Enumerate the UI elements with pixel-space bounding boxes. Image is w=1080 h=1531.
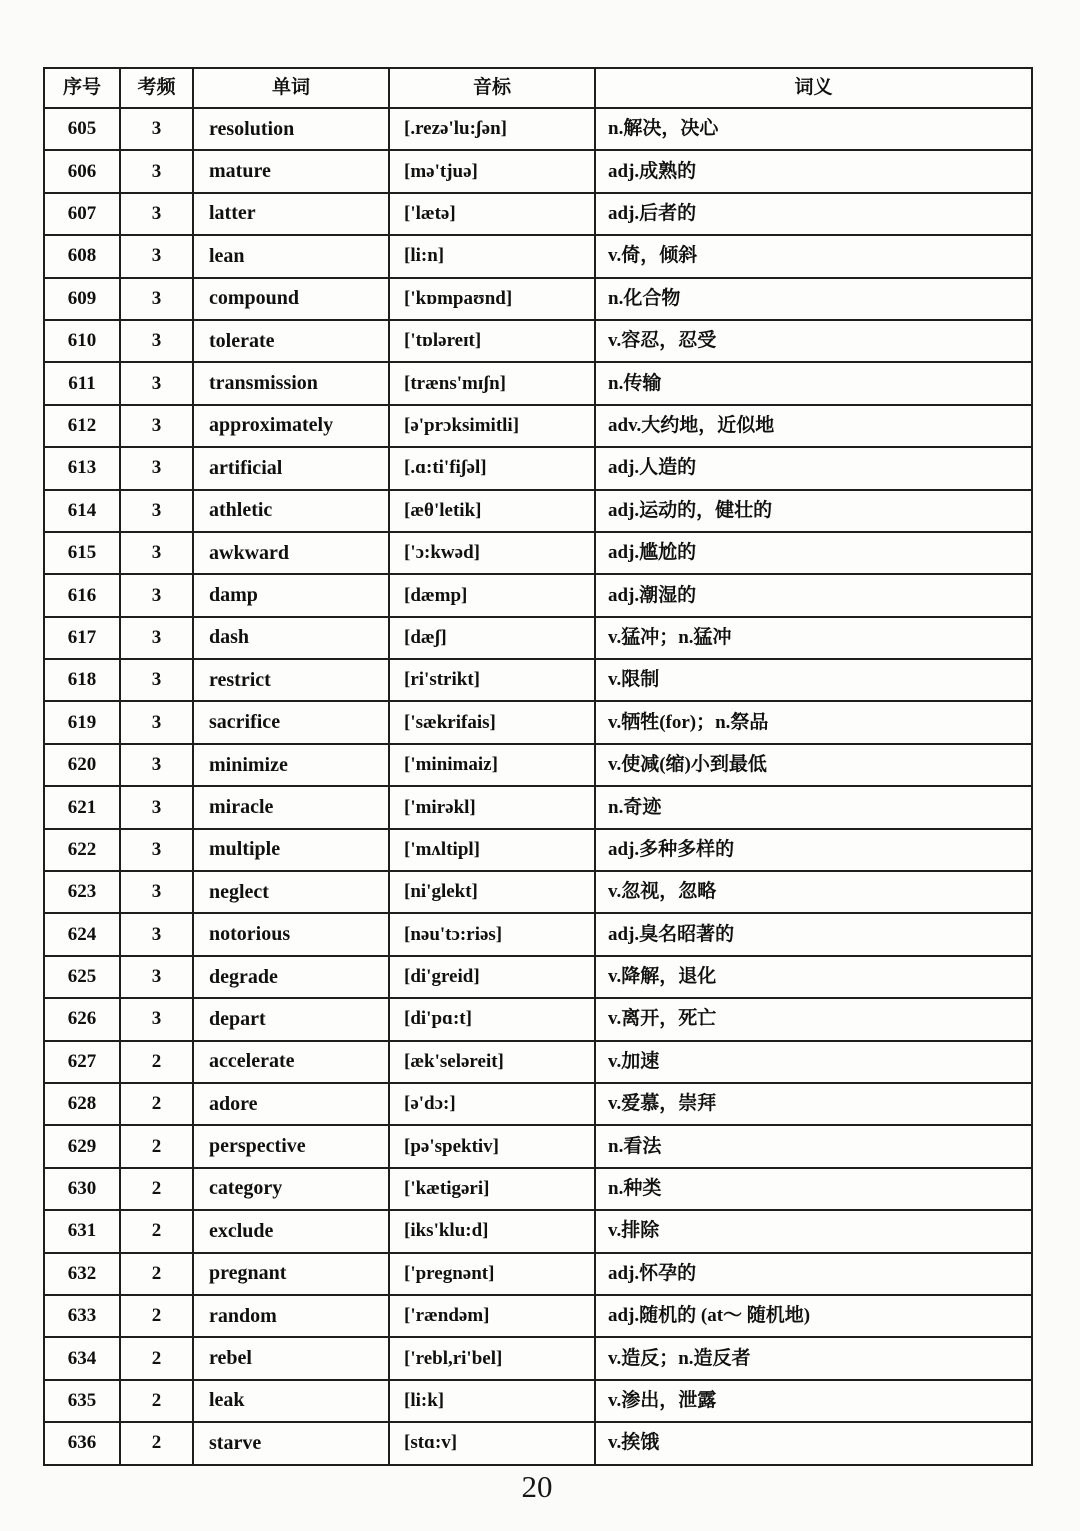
- cell-word: rebel: [193, 1337, 389, 1379]
- cell-phonetic: [æθ'letik]: [389, 490, 595, 532]
- page-number: 20: [521, 1468, 553, 1504]
- cell-word: random: [193, 1295, 389, 1337]
- cell-phonetic: [ə'prɔksimitli]: [389, 405, 595, 447]
- table-row: [44, 913, 1032, 955]
- cell-meaning: adj.尴尬的: [595, 532, 1032, 574]
- cell-phonetic: [li:n]: [389, 235, 595, 277]
- cell-word: adore: [193, 1083, 389, 1125]
- cell-meaning: v.加速: [595, 1041, 1032, 1083]
- cell-index: 630: [44, 1168, 120, 1210]
- vocabulary-table: [43, 67, 1033, 1466]
- table-row: [44, 701, 1032, 743]
- cell-frequency: 3: [120, 108, 193, 150]
- cell-index: 627: [44, 1041, 120, 1083]
- cell-frequency: 3: [120, 405, 193, 447]
- cell-meaning: adj.运动的，健壮的: [595, 490, 1032, 532]
- table-row: [44, 786, 1032, 828]
- cell-frequency: 2: [120, 1083, 193, 1125]
- cell-index: 617: [44, 617, 120, 659]
- table-row: [44, 1337, 1032, 1379]
- cell-word: multiple: [193, 829, 389, 871]
- cell-meaning: v.降解，退化: [595, 956, 1032, 998]
- cell-index: 625: [44, 956, 120, 998]
- cell-frequency: 3: [120, 532, 193, 574]
- cell-index: 621: [44, 786, 120, 828]
- cell-meaning: adj.臭名昭著的: [595, 913, 1032, 955]
- cell-word: tolerate: [193, 320, 389, 362]
- cell-frequency: 3: [120, 574, 193, 616]
- cell-index: 614: [44, 490, 120, 532]
- table-row: [44, 956, 1032, 998]
- table-row: [44, 405, 1032, 447]
- cell-word: pregnant: [193, 1253, 389, 1295]
- cell-index: 629: [44, 1125, 120, 1167]
- cell-frequency: 3: [120, 235, 193, 277]
- cell-frequency: 2: [120, 1337, 193, 1379]
- cell-frequency: 3: [120, 913, 193, 955]
- cell-phonetic: [.ɑ:ti'fiʃəl]: [389, 447, 595, 489]
- cell-meaning: n.看法: [595, 1125, 1032, 1167]
- cell-word: leak: [193, 1380, 389, 1422]
- cell-phonetic: [pə'spektiv]: [389, 1125, 595, 1167]
- cell-meaning: v.容忍，忍受: [595, 320, 1032, 362]
- cell-meaning: n.解决，决心: [595, 108, 1032, 150]
- cell-phonetic: [ri'strikt]: [389, 659, 595, 701]
- cell-meaning: v.倚，倾斜: [595, 235, 1032, 277]
- cell-phonetic: ['lætə]: [389, 193, 595, 235]
- cell-meaning: adj.人造的: [595, 447, 1032, 489]
- cell-index: 631: [44, 1210, 120, 1252]
- cell-word: approximately: [193, 405, 389, 447]
- cell-index: 634: [44, 1337, 120, 1379]
- cell-meaning: v.使减(缩)小到最低: [595, 744, 1032, 786]
- cell-phonetic: [nəu'tɔ:riəs]: [389, 913, 595, 955]
- cell-meaning: v.渗出，泄露: [595, 1380, 1032, 1422]
- cell-word: starve: [193, 1422, 389, 1464]
- table-row: [44, 1210, 1032, 1252]
- cell-meaning: v.牺牲(for)；n.祭品: [595, 701, 1032, 743]
- cell-phonetic: [li:k]: [389, 1380, 595, 1422]
- cell-phonetic: [æk'seləreit]: [389, 1041, 595, 1083]
- cell-meaning: n.化合物: [595, 278, 1032, 320]
- cell-frequency: 2: [120, 1380, 193, 1422]
- cell-meaning: v.排除: [595, 1210, 1032, 1252]
- table-row: [44, 574, 1032, 616]
- table-row: [44, 829, 1032, 871]
- cell-phonetic: [ni'glekt]: [389, 871, 595, 913]
- cell-phonetic: ['rændəm]: [389, 1295, 595, 1337]
- cell-index: 615: [44, 532, 120, 574]
- cell-word: athletic: [193, 490, 389, 532]
- cell-phonetic: ['mʌltipl]: [389, 829, 595, 871]
- cell-index: 628: [44, 1083, 120, 1125]
- cell-frequency: 2: [120, 1041, 193, 1083]
- table-row: [44, 1253, 1032, 1295]
- cell-word: dash: [193, 617, 389, 659]
- cell-meaning: adv.大约地，近似地: [595, 405, 1032, 447]
- cell-index: 610: [44, 320, 120, 362]
- cell-frequency: 2: [120, 1125, 193, 1167]
- cell-word: damp: [193, 574, 389, 616]
- col-header-frequency: 考频: [120, 68, 193, 108]
- table-row: [44, 532, 1032, 574]
- cell-word: category: [193, 1168, 389, 1210]
- cell-word: transmission: [193, 362, 389, 404]
- cell-index: 624: [44, 913, 120, 955]
- cell-index: 636: [44, 1422, 120, 1464]
- cell-index: 622: [44, 829, 120, 871]
- cell-word: restrict: [193, 659, 389, 701]
- cell-word: degrade: [193, 956, 389, 998]
- cell-frequency: 3: [120, 786, 193, 828]
- cell-index: 606: [44, 150, 120, 192]
- table-row: [44, 490, 1032, 532]
- cell-meaning: n.奇迹: [595, 786, 1032, 828]
- cell-meaning: v.爱慕，崇拜: [595, 1083, 1032, 1125]
- cell-phonetic: ['ɔ:kwəd]: [389, 532, 595, 574]
- cell-frequency: 3: [120, 744, 193, 786]
- table-row: [44, 1125, 1032, 1167]
- cell-word: perspective: [193, 1125, 389, 1167]
- cell-phonetic: ['sækrifais]: [389, 701, 595, 743]
- cell-phonetic: [dæʃ]: [389, 617, 595, 659]
- cell-index: 611: [44, 362, 120, 404]
- cell-index: 619: [44, 701, 120, 743]
- cell-phonetic: ['pregnənt]: [389, 1253, 595, 1295]
- table-row: [44, 1380, 1032, 1422]
- cell-frequency: 3: [120, 490, 193, 532]
- table-row: [44, 193, 1032, 235]
- cell-index: 632: [44, 1253, 120, 1295]
- cell-meaning: v.离开，死亡: [595, 998, 1032, 1040]
- table-row: [44, 744, 1032, 786]
- table-row: [44, 1083, 1032, 1125]
- cell-phonetic: ['rebl,ri'bel]: [389, 1337, 595, 1379]
- col-header-phonetic: 音标: [389, 68, 595, 108]
- cell-meaning: n.传输: [595, 362, 1032, 404]
- table-row: [44, 108, 1032, 150]
- cell-index: 616: [44, 574, 120, 616]
- table-row: [44, 617, 1032, 659]
- header-row: [44, 68, 1032, 108]
- cell-index: 618: [44, 659, 120, 701]
- cell-index: 608: [44, 235, 120, 277]
- cell-word: sacrifice: [193, 701, 389, 743]
- cell-phonetic: ['minimaiz]: [389, 744, 595, 786]
- cell-phonetic: ['kɒmpaʊnd]: [389, 278, 595, 320]
- table-row: [44, 362, 1032, 404]
- table-row: [44, 1168, 1032, 1210]
- cell-word: resolution: [193, 108, 389, 150]
- table-row: [44, 1041, 1032, 1083]
- cell-frequency: 2: [120, 1210, 193, 1252]
- cell-frequency: 2: [120, 1295, 193, 1337]
- cell-meaning: v.限制: [595, 659, 1032, 701]
- cell-frequency: 3: [120, 701, 193, 743]
- table-row: [44, 278, 1032, 320]
- cell-meaning: adj.随机的 (at～ 随机地): [595, 1295, 1032, 1337]
- table-row: [44, 1422, 1032, 1464]
- cell-word: exclude: [193, 1210, 389, 1252]
- cell-phonetic: [di'pɑ:t]: [389, 998, 595, 1040]
- table-row: [44, 998, 1032, 1040]
- cell-meaning: adj.后者的: [595, 193, 1032, 235]
- cell-phonetic: [stɑ:v]: [389, 1422, 595, 1464]
- cell-frequency: 3: [120, 150, 193, 192]
- table-row: [44, 447, 1032, 489]
- cell-frequency: 3: [120, 193, 193, 235]
- cell-phonetic: [mə'tjuə]: [389, 150, 595, 192]
- cell-index: 605: [44, 108, 120, 150]
- cell-phonetic: ['mirəkl]: [389, 786, 595, 828]
- cell-phonetic: [di'greid]: [389, 956, 595, 998]
- cell-frequency: 2: [120, 1168, 193, 1210]
- cell-word: latter: [193, 193, 389, 235]
- cell-index: 623: [44, 871, 120, 913]
- table-row: [44, 871, 1032, 913]
- cell-index: 626: [44, 998, 120, 1040]
- cell-frequency: 3: [120, 447, 193, 489]
- cell-meaning: n.种类: [595, 1168, 1032, 1210]
- cell-word: lean: [193, 235, 389, 277]
- cell-meaning: v.挨饿: [595, 1422, 1032, 1464]
- col-header-meaning: 词义: [595, 68, 1032, 108]
- cell-phonetic: [ə'dɔ:]: [389, 1083, 595, 1125]
- cell-word: neglect: [193, 871, 389, 913]
- cell-phonetic: [træns'mɪʃn]: [389, 362, 595, 404]
- cell-frequency: 3: [120, 362, 193, 404]
- cell-word: awkward: [193, 532, 389, 574]
- vocab-table-body: [44, 108, 1032, 1465]
- cell-word: notorious: [193, 913, 389, 955]
- cell-frequency: 3: [120, 998, 193, 1040]
- cell-frequency: 3: [120, 956, 193, 998]
- table-row: [44, 659, 1032, 701]
- cell-frequency: 3: [120, 659, 193, 701]
- cell-meaning: adj.多种多样的: [595, 829, 1032, 871]
- cell-word: compound: [193, 278, 389, 320]
- cell-meaning: adj.怀孕的: [595, 1253, 1032, 1295]
- cell-frequency: 2: [120, 1253, 193, 1295]
- cell-word: depart: [193, 998, 389, 1040]
- table-row: [44, 150, 1032, 192]
- table-row: [44, 235, 1032, 277]
- cell-word: artificial: [193, 447, 389, 489]
- cell-phonetic: [.rezə'lu:ʃən]: [389, 108, 595, 150]
- cell-phonetic: ['tɒləreɪt]: [389, 320, 595, 362]
- cell-phonetic: [dæmp]: [389, 574, 595, 616]
- cell-word: accelerate: [193, 1041, 389, 1083]
- cell-phonetic: ['kætigəri]: [389, 1168, 595, 1210]
- cell-word: mature: [193, 150, 389, 192]
- cell-meaning: adj.潮湿的: [595, 574, 1032, 616]
- cell-index: 620: [44, 744, 120, 786]
- cell-index: 609: [44, 278, 120, 320]
- cell-index: 613: [44, 447, 120, 489]
- cell-meaning: v.忽视，忽略: [595, 871, 1032, 913]
- cell-word: minimize: [193, 744, 389, 786]
- cell-meaning: v.猛冲；n.猛冲: [595, 617, 1032, 659]
- cell-frequency: 3: [120, 829, 193, 871]
- cell-index: 607: [44, 193, 120, 235]
- cell-index: 635: [44, 1380, 120, 1422]
- cell-frequency: 2: [120, 1422, 193, 1464]
- table-row: [44, 320, 1032, 362]
- col-header-word: 单词: [193, 68, 389, 108]
- cell-meaning: adj.成熟的: [595, 150, 1032, 192]
- cell-frequency: 3: [120, 871, 193, 913]
- table-row: [44, 1295, 1032, 1337]
- cell-frequency: 3: [120, 278, 193, 320]
- cell-word: miracle: [193, 786, 389, 828]
- cell-frequency: 3: [120, 320, 193, 362]
- cell-phonetic: [iks'klu:d]: [389, 1210, 595, 1252]
- cell-frequency: 3: [120, 617, 193, 659]
- col-header-index: 序号: [44, 68, 120, 108]
- cell-meaning: v.造反；n.造反者: [595, 1337, 1032, 1379]
- cell-index: 633: [44, 1295, 120, 1337]
- cell-index: 612: [44, 405, 120, 447]
